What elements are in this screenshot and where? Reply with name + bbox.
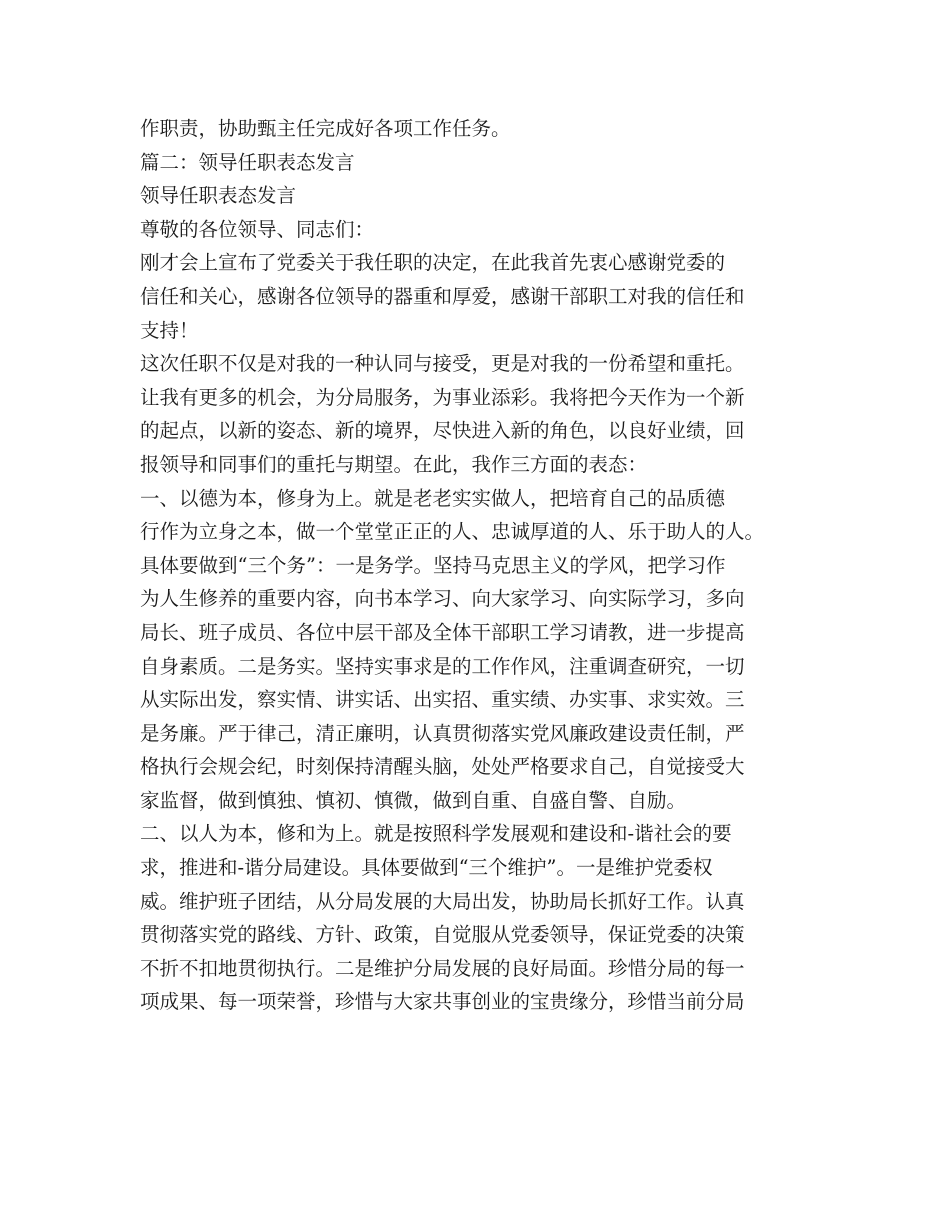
text-line: 这次任职不仅是对我的一种认同与接受，更是对我的一份希望和重托。 bbox=[140, 352, 745, 376]
text-line: 贯彻落实党的路线、方针、政策，自觉服从党委领导，保证党委的决策 bbox=[140, 923, 745, 947]
text-line: 为人生修养的重要内容，向书本学习、向大家学习、向实际学习，多向 bbox=[140, 587, 745, 611]
text-line: 作职责，协助甄主任完成好各项工作任务。 bbox=[140, 117, 511, 140]
text-line: 局长、班子成员、各位中层干部及全体干部职工学习请教，进一步提高 bbox=[140, 620, 745, 644]
section-heading: 篇二：领导任职表态发言 bbox=[140, 150, 355, 174]
text-line: 威。维护班子团结，从分局发展的大局出发，协助局长抓好工作。认真 bbox=[140, 889, 745, 913]
salutation: 尊敬的各位领导、同志们： bbox=[140, 217, 375, 241]
text-line: 是务廉。严于律己，清正廉明，认真贯彻落实党风廉政建设责任制，严 bbox=[140, 721, 745, 745]
text-line: 让我有更多的机会，为分局服务，为事业添彩。我将把今天作为一个新 bbox=[140, 385, 745, 409]
speech-title: 领导任职表态发言 bbox=[140, 184, 297, 208]
text-line: 支持！ bbox=[140, 318, 199, 342]
text-line: 不折不扣地贯彻执行。二是维护分局发展的良好局面。珍惜分局的每一 bbox=[140, 956, 745, 980]
text-line: 从实际出发，察实情、讲实话、出实招、重实绩、办实事、求实效。三 bbox=[140, 688, 745, 712]
text-line: 报领导和同事们的重托与期望。在此，我作三方面的表态： bbox=[140, 452, 648, 476]
text-line: 家监督，做到慎独、慎初、慎微，做到自重、自盛自警、自励。 bbox=[140, 788, 687, 812]
text-line: 行作为立身之本，做一个堂堂正正的人、忠诚厚道的人、乐于助人的人。 bbox=[140, 520, 765, 544]
document-body bbox=[140, 112, 820, 1019]
text-line: 项成果、每一项荣誉，珍惜与大家共事创业的宝贵缘分，珍惜当前分局 bbox=[140, 990, 745, 1014]
text-line: 具体要做到“三个务”：一是务学。坚持马克思主义的学风，把学习作 bbox=[140, 553, 726, 577]
text-line: 格执行会规会纪，时刻保持清醒头脑，处处严格要求自己，自觉接受大 bbox=[140, 755, 745, 779]
text-line: 信任和关心，感谢各位领导的器重和厚爱，感谢干部职工对我的信任和 bbox=[140, 284, 745, 308]
text-line: 刚才会上宣布了党委关于我任职的决定，在此我首先衷心感谢党委的 bbox=[140, 251, 726, 275]
text-line: 求，推进和-谐分局建设。具体要做到“三个维护”。一是维护党委权 bbox=[140, 856, 713, 880]
text-line: 二、以人为本，修和为上。就是按照科学发展观和建设和-谐社会的要 bbox=[140, 822, 732, 846]
text-line: 自身素质。二是务实。坚持实事求是的工作作风，注重调查研究，一切 bbox=[140, 654, 745, 678]
text-line: 的起点，以新的姿态、新的境界，尽快进入新的角色，以良好业绩，回 bbox=[140, 419, 745, 443]
text-line: 一、以德为本，修身为上。就是老老实实做人，把培育自己的品质德 bbox=[140, 486, 726, 510]
